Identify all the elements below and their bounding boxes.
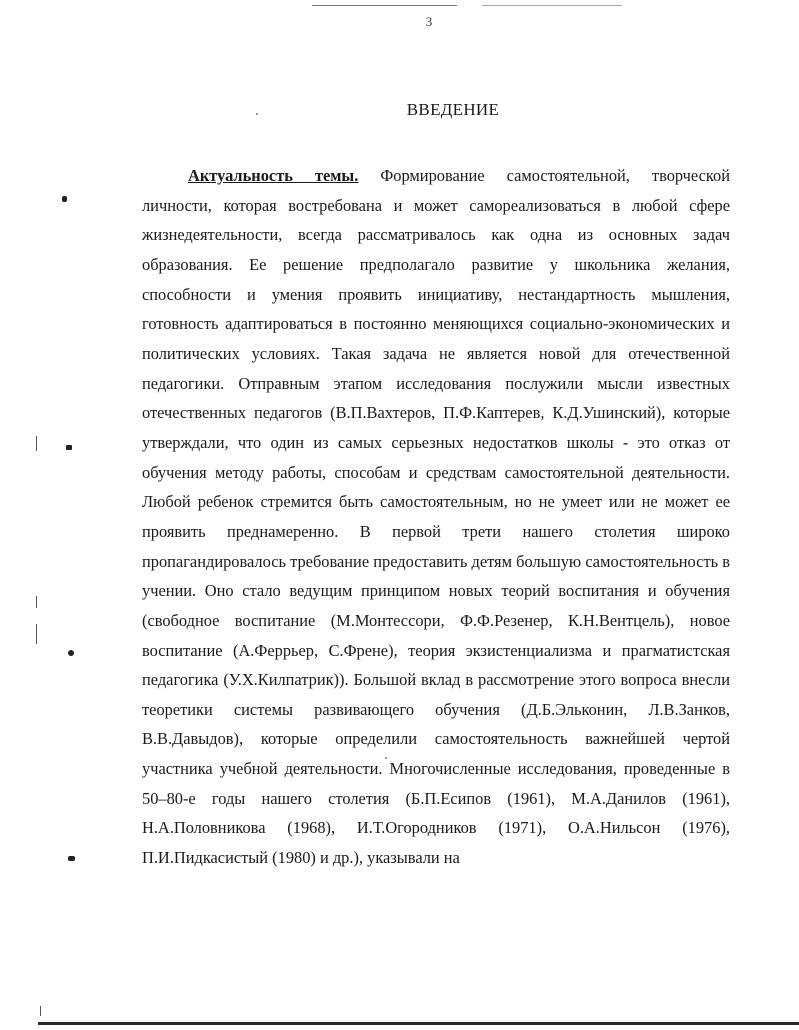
margin-rule (40, 1006, 41, 1016)
paragraph-lead: Актуальность темы. (188, 166, 359, 185)
margin-rule (36, 596, 37, 608)
margin-rule (36, 624, 37, 644)
margin-mark (68, 650, 74, 656)
scan-artifact-line-top-right (482, 5, 622, 6)
margin-rule (36, 436, 37, 451)
paragraph-text: Формирование самостоятельной, творческой личности, которая востребована и может самореализоваться в любой сфере жизнедеятельности, всегда рассматривалось как одна из основных задач образования. Ее решение предполагало развитие у школьника желания, способности и умения проявить инициативу, нестандартность мышления, готовность адаптироваться в постоянно меняющихся социально-экономических и политических условиях. Такая задача не является новой для отечественной педагогики. Отправным этапом исследования послужили мысли известных отечественных педагогов (В.П.Вахтеров, П.Ф.Каптерев, К.Д.Ушинский), которые утверждали, что один из самых серьезных недостатков школы - это отказ от обучения методу работы, способам и средствам самостоятельной деятельности. Любой ребенок стремится быть самостоятельным, но не умеет или не может ее проявить преднамеренно. В первой трети нашего столетия широко пропагандировалось требование предоставить детям большую самостоятельность в учении. Оно стало ведущим принципом новых теорий воспитания и обучения (свободное воспитание (М.Монтессори, Ф.Ф.Резенер, К.Н.Вентцель), новое воспитание (А.Феррьер, С.Френе), теория экзистенциализма и прагматистская педагогика (У.Х.Килпатрик)). Большой вклад в рассмотрение этого вопроса внесли теоретики системы развивающего обучения (Д.Б.Эльконин, Л.В.Занков, В.В.Давыдов), которые определили самостоятельность важнейшей чертой участника учебной деятельности. Многочисленные исследования, проведенные в 50–80-е годы нашего столетия (Б.П.Есипов (1961), М.А.Данилов (1961), Н.А.Половникова (1968), И.Т.Огородников (1971), О.А.Нильсон (1976), П.И.Пидкасистый (1980) и др.), указывали на (142, 166, 730, 868)
page-title: ВВЕДЕНИЕ (406, 100, 500, 119)
body-paragraph (142, 161, 730, 873)
margin-mark (66, 445, 72, 450)
margin-mark (68, 856, 75, 861)
scan-artifact-line-bottom (38, 1022, 799, 1025)
scan-artifact-line-top-left (312, 5, 457, 6)
margin-mark (62, 196, 67, 202)
page-number: 3 (425, 14, 433, 29)
